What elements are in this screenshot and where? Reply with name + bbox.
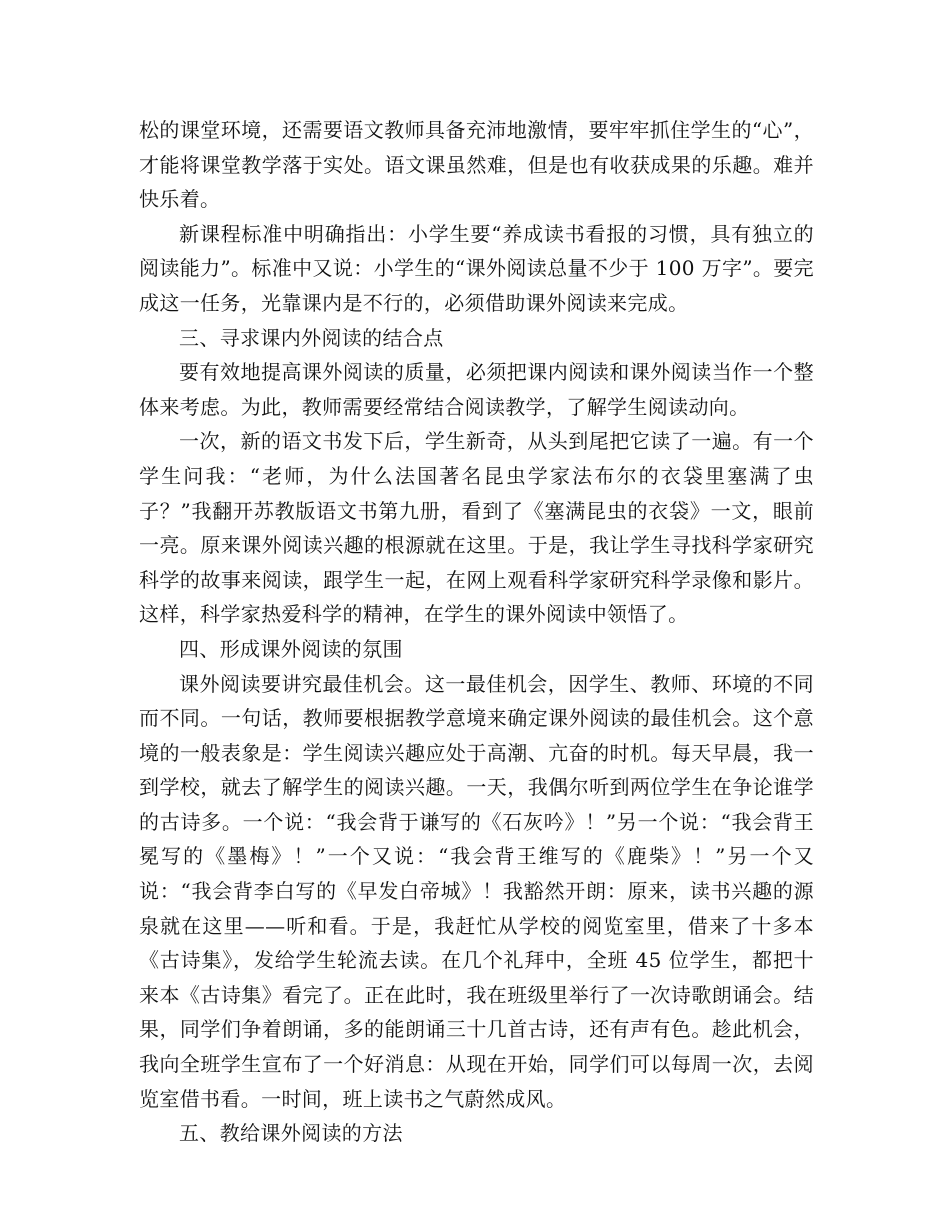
paragraph: 松的课堂环境，还需要语文教师具备充沛地激情，要牢牢抓住学生的“心”，才能将课堂教学落于实处。语文课虽然难，但是也有收获成果的乐趣。难并快乐着。: [139, 118, 814, 212]
paragraph: 一次，新的语文书发下后，学生新奇，从头到尾把它读了一遍。有一个学生问我：“老师，为什么法国著名昆虫学家法布尔的衣袋里塞满了虫子？”我翻开苏教版语文书第九册，看到了《塞满昆虫的衣袋》一文，眼前一亮。原来课外阅读兴趣的根源就在这里。于是，我让学生寻找科学家研究科学的故事来阅读，跟学生一起，在网上观看科学家研究科学录像和影片。这样，科学家热爱科学的精神，在学生的课外阅读中领悟了。: [139, 429, 814, 627]
paragraph: 新课程标准中明确指出：小学生要“养成读书看报的习惯，具有独立的阅读能力”。标准中又说：小学生的“课外阅读总量不少于 100 万字”。要完成这一任务，光靠课内是不行的，必须借助课外阅读来完成。: [139, 221, 814, 315]
paragraph: 要有效地提高课外阅读的质量，必须把课内阅读和课外阅读当作一个整体来考虑。为此，教师需要经常结合阅读教学，了解学生阅读动向。: [139, 360, 814, 419]
section-heading: 四、形成课外阅读的氛围: [179, 636, 403, 661]
section-heading: 三、寻求课内外阅读的结合点: [179, 325, 444, 350]
document-body: [139, 113, 814, 1151]
paragraph: 课外阅读要讲究最佳机会。这一最佳机会，因学生、教师、环境的不同而不同。一句话，教师要根据教学意境来确定课外阅读的最佳机会。这个意境的一般表象是：学生阅读兴趣应处于高潮、亢奋的时机。每天早晨，我一到学校，就去了解学生的阅读兴趣。一天，我偶尔听到两位学生在争论谁学的古诗多。一个说：“我会背于谦写的《石灰吟》！”另一个说：“我会背王冕写的《墨梅》！”一个又说：“我会背王维写的《鹿柴》！”另一个又说：“我会背李白写的《早发白帝城》！我豁然开朗：原来，读书兴趣的源泉就在这里——听和看。于是，我赶忙从学校的阅览室里，借来了十多本《古诗集》，发给学生轮流去读。在几个礼拜中，全班 45 位学生，都把十来本《古诗集》看完了。正在此时，我在班级里举行了一次诗歌朗诵会。结果，同学们争着朗诵，多的能朗诵三十几首古诗，还有声有色。趁此机会，我向全班学生宣布了一个好消息：从现在开始，同学们可以每周一次，去阅览室借书看。一时间，班上读书之气蔚然成风。: [139, 671, 814, 1111]
section-heading: 五、教给课外阅读的方法: [179, 1121, 403, 1146]
